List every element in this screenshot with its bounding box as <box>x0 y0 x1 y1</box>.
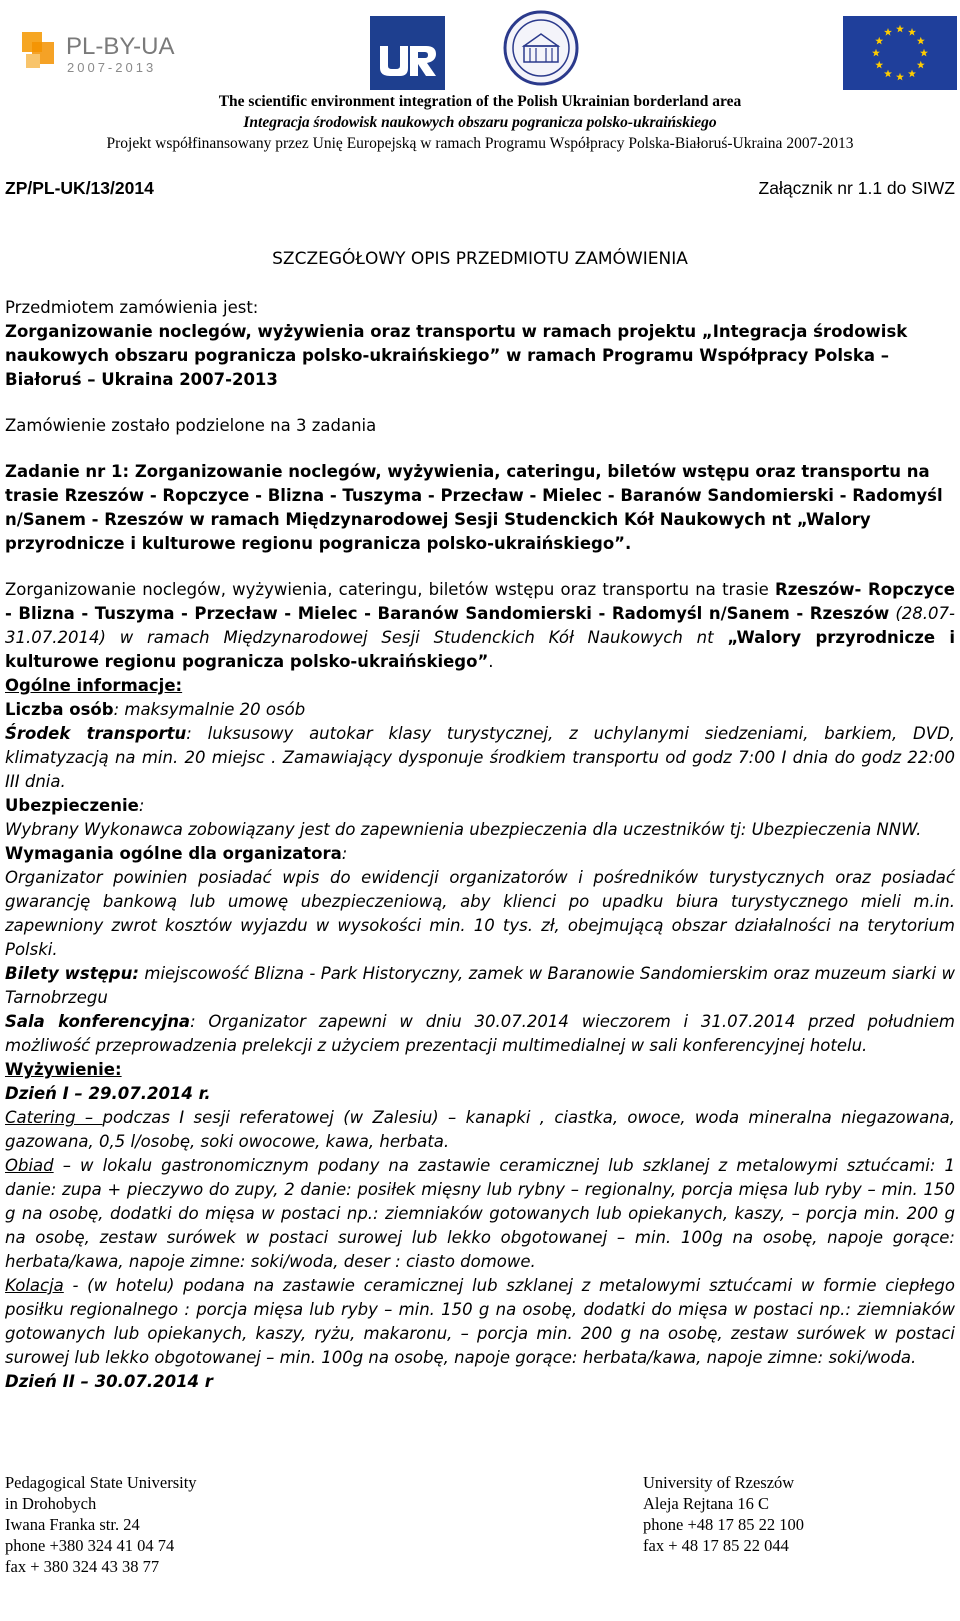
subject-text: Zorganizowanie noclegów, wyżywienia oraz transportu w ramach projektu „Integracja środowisk naukowych obszaru pogranicza polsko-ukraińskiego” w ramach Programu Współpracy Polska – Białoruś – Ukraina 2007-2013 <box>5 322 908 389</box>
division-note: Zamówienie zostało podzielone na 3 zadania <box>5 416 377 435</box>
catering-heading: Wyżywienie: <box>5 1060 122 1079</box>
pl-by-ua-logo-text: PL-BY-UA <box>66 33 175 60</box>
case-number: ZP/PL-UK/13/2014 <box>5 178 154 198</box>
organizer-heading: Wymagania ogólne dla organizatora: <box>5 844 348 863</box>
day2-heading: Dzień II – 30.07.2014 r <box>5 1372 213 1391</box>
day1-heading: Dzień I – 29.07.2014 r. <box>5 1084 211 1103</box>
footer-line: Iwana Franka str. 24 <box>5 1515 140 1534</box>
tickets-line: Bilety wstępu: miejscowość Blizna - Park Historyczny, zamek w Baranowie Sandomierskim oraz muzeum siarki w Tarnobrzegu <box>5 964 955 1007</box>
pl-by-ua-logo <box>20 26 190 78</box>
insurance-heading: Ubezpieczenie: <box>5 796 145 815</box>
footer-line: Pedagogical State University <box>5 1473 197 1492</box>
footer-line: fax + 380 324 43 38 77 <box>5 1557 160 1576</box>
footer-rzeszow-address <box>643 1472 804 1556</box>
document-body <box>5 296 955 1394</box>
persons-line: Liczba osób: maksymalnie 20 osób <box>5 700 306 719</box>
eu-flag <box>843 16 957 90</box>
day1-catering: Catering – podczas I sesji referatowej (w Zalesiu) – kanapki , ciastka, owoce, woda mineralna niegazowana, gazowana, 0,5 l/osobę, soki owocowe, kawa, herbata. <box>5 1108 956 1151</box>
drohobych-university-seal <box>502 6 580 90</box>
day1-lunch: Obiad – w lokalu gastronomicznym podany na zastawie ceramicznej lub szklanej z metalowymi sztućcami: 1 danie: zupa + pieczywo do zupy, 2 danie: posiłek mięsny lub rybny – regionalny, porcja mięsa lub ryby – min. 150 g na osobę, dodatki do mięsa w postaci np.: ziemniaków gotowanych lub opiekanych, kaszy, – porcja min. 200 g na osobę, zestaw surówek w postaci surowej lub lekko obgotowanej – min. 100g na osobę, napoje gorące: herbata/kawa, napoje zimne: soki/woda, deser : ciasto domowe. <box>5 1156 955 1271</box>
task1-intro: Zorganizowanie noclegów, wyżywienia, cateringu, biletów wstępu oraz transportu na trasie Rzeszów- Ropczyce - Blizna - Tuszyma - Przecław - Mielec - Baranów Sandomierski - Radomyśl n/Sanem - Rzeszów (28.07-31.07.2014) w ramach Międzynarodowej Sesji Studenckich Kół Naukowych nt „Walory przyrodnicze i kulturowe regionu pogranicza polsko-ukraińskiego”. <box>5 580 955 671</box>
footer-line: in Drohobych <box>5 1494 97 1513</box>
organizer-text: Organizator powinien posiadać wpis do ewidencji organizatorów i pośredników turystycznych oraz posiadać gwarancję bankową lub umowę ubezpieczeniową, aby klienci po upadku biura turystycznego mieli m.in. zapewniony zwrot kosztów wyjazdu w wysokości min. 10 tys. zł, obejmującą obszar działalności na terytorium Polski. <box>5 868 955 959</box>
insurance-text: Wybrany Wykonawca zobowiązany jest do zapewnienia ubezpieczenia dla uczestników tj: Ubezpieczenia NNW. <box>5 820 922 839</box>
footer-line: phone +48 17 85 22 100 <box>643 1515 805 1534</box>
footer-line: University of Rzeszów <box>643 1473 795 1492</box>
document-title: SZCZEGÓŁOWY OPIS PRZEDMIOTU ZAMÓWIENIA <box>272 249 688 269</box>
project-title-en: The scientific environment integration of the Polish Ukrainian borderland area <box>218 93 742 110</box>
day1-dinner: Kolacja - (w hotelu) podana na zastawie ceramicznej lub szklanej z metalowymi sztućcami w formie ciepłego posiłku regionalnego : porcja mięsa lub ryby – min. 150 g na osobę, dodatki do mięsa w postaci np.: ziemniaków gotowanych lub opiekanych, kaszy, ryżu, makaronu, – porcja min. 200 g na osobę, zestaw surówek w postaci surowej lub lekko obgotowanej – min. 100g na osobę, napoje gorące: herbata/kawa, napoje zimne: soki/woda. <box>5 1276 955 1367</box>
subject-label: Przedmiotem zamówienia jest: <box>5 298 259 317</box>
footer-line: phone +380 324 41 04 74 <box>5 1536 175 1555</box>
pl-by-ua-logo-years: 2007-2013 <box>67 60 157 75</box>
attachment-label: Załącznik nr 1.1 do SIWZ <box>758 178 955 198</box>
transport-line: Środek transportu: luksusowy autokar klasy turystycznej, z uchylanymi siedzeniami, barkiem, DVD, klimatyzacją na min. 20 miejsc . Zamawiający dysponuje środkiem transportu od godz 7:00 I dnia do godz 22:00 III dnia. <box>5 724 955 791</box>
footer-line: fax + 48 17 85 22 044 <box>643 1536 789 1555</box>
footer-line: Aleja Rejtana 16 C <box>643 1494 770 1513</box>
conference-line: Sala konferencyjna: Organizator zapewni w dniu 30.07.2014 wieczorem i 31.07.2014 przed południem możliwość przeprowadzenia prelekcji z użyciem prezentacji multimedialnej w sali konferencyjnej hotelu. <box>5 1012 955 1055</box>
university-of-rzeszow-logo <box>370 16 445 90</box>
general-info-heading: Ogólne informacje: <box>5 676 183 695</box>
footer-drohobych-address <box>5 1472 197 1577</box>
project-title-pl: Integracja środowisk naukowych obszaru pogranicza polsko-ukraińskiego <box>243 114 717 131</box>
task1-heading: Zadanie nr 1: Zorganizowanie noclegów, wyżywienia, cateringu, biletów wstępu oraz transportu na trasie Rzeszów - Ropczyce - Blizna - Tuszyma - Przecław - Mielec - Baranów Sandomierski - Radomyśl n/Sanem - Rzeszów w ramach Międzynarodowej Sesji Studenckich Kół Naukowych nt „Walory przyrodnicze i kulturowe regionu pogranicza polsko-ukraińskiego”. <box>5 462 943 553</box>
cofinancing-note: Projekt współfinansowany przez Unię Europejską w ramach Programu Współpracy Polska-Białoruś-Ukraina 2007-2013 <box>106 135 854 152</box>
